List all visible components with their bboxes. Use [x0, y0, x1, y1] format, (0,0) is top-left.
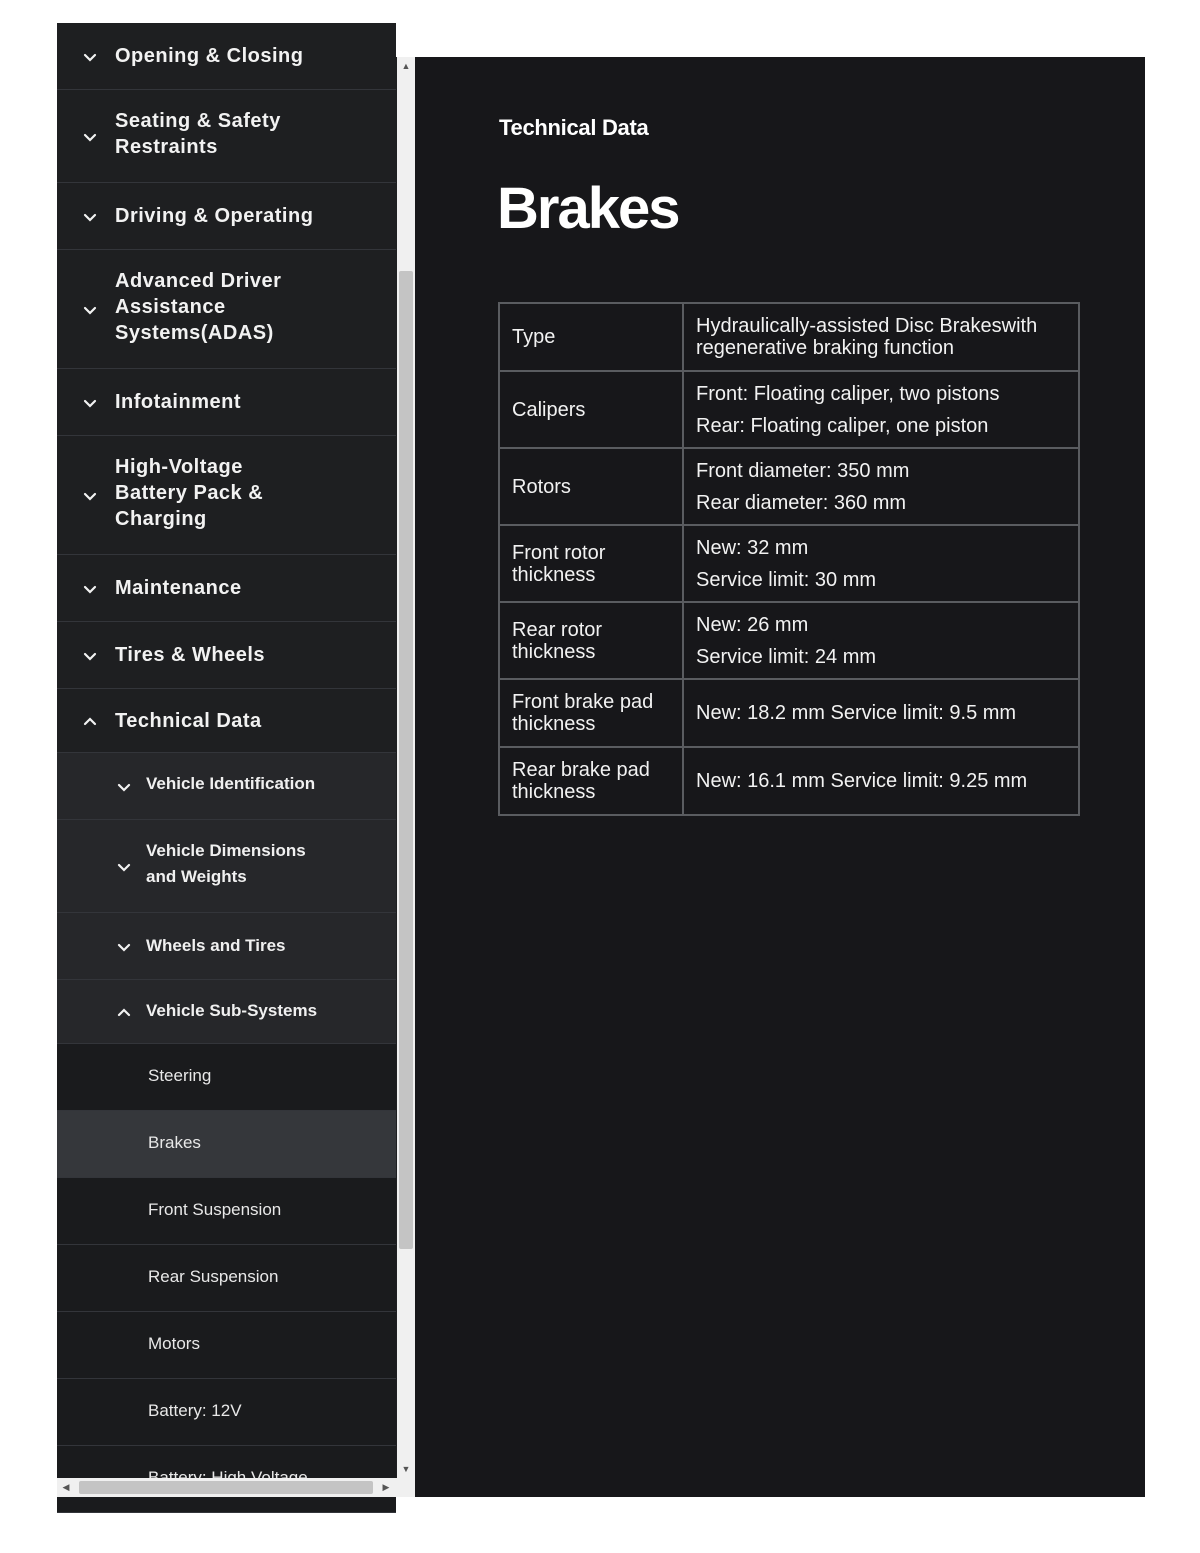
spec-value: [683, 448, 1079, 525]
sidebar-leaf-rear-suspension[interactable]: [57, 1245, 396, 1312]
spec-key: Rear brake pad thickness: [499, 747, 683, 815]
nav-item-label: Brakes: [148, 1133, 201, 1152]
sidebar-item-high-voltage-battery-pack-charging[interactable]: [57, 436, 396, 555]
spec-value-line: New: 18.2 mm Service limit: 9.5 mm: [696, 702, 1017, 724]
chevron-down-icon: [83, 649, 97, 663]
spec-key: Calipers: [499, 371, 683, 448]
spec-value: [683, 371, 1079, 448]
spec-value-line: Front: Floating caliper, two pistons: [696, 382, 1000, 405]
table-row: [499, 679, 1079, 747]
nav-item-label: Seating & Safety Restraints: [115, 110, 281, 158]
sidebar-nav: [57, 45, 397, 1478]
table-row: [499, 448, 1079, 525]
nav-item-label: Tires & Wheels: [115, 644, 266, 666]
spec-value-line: Front diameter: 350 mm: [696, 459, 910, 482]
nav-item-label: Steering: [148, 1066, 212, 1085]
spec-value-line: Rear: Floating caliper, one piston: [696, 414, 989, 437]
chevron-down-icon: [83, 50, 97, 64]
sidebar-item-maintenance[interactable]: [57, 555, 396, 622]
scroll-down-arrow-icon[interactable]: ▼: [401, 1464, 411, 1474]
nav-item-label: Opening & Closing: [115, 45, 304, 67]
chevron-down-icon: [117, 860, 131, 874]
spec-value-line: Hydraulically-assisted Disc Brakeswith regenerative braking function: [696, 315, 1038, 359]
content-panel: [415, 57, 1145, 1497]
nav-list: [57, 23, 396, 1513]
spec-key: Type: [499, 303, 683, 371]
spec-value: [683, 602, 1079, 679]
chevron-down-icon: [117, 940, 131, 954]
sidebar-item-opening-closing[interactable]: [57, 23, 396, 90]
nav-item-label: Motors: [148, 1334, 200, 1353]
sidebar-leaf-battery-12v[interactable]: [57, 1379, 396, 1446]
chevron-down-icon: [83, 582, 97, 596]
nav-item-label: Front Suspension: [148, 1200, 282, 1219]
scrollbar-corner: [397, 1478, 415, 1497]
sidebar-leaf-brakes[interactable]: [57, 1111, 396, 1178]
spec-value: [683, 679, 1079, 747]
chevron-up-icon: [83, 714, 97, 728]
chevron-down-icon: [83, 396, 97, 410]
spec-value-line: Service limit: 24 mm: [696, 645, 877, 668]
nav-item-label: Driving & Operating: [115, 205, 314, 227]
table-row: [499, 525, 1079, 602]
spec-value-line: Service limit: 30 mm: [696, 568, 877, 591]
sidebar-item-seating-safety-restraints[interactable]: [57, 90, 396, 183]
horizontal-scroll-thumb[interactable]: [79, 1481, 373, 1494]
horizontal-scrollbar[interactable]: [57, 1478, 397, 1497]
nav-item-label: Maintenance: [115, 577, 242, 599]
scroll-right-arrow-icon[interactable]: ▶: [382, 1482, 390, 1492]
spec-value-line: New: 26 mm: [696, 613, 809, 636]
page-title: Brakes: [497, 176, 679, 241]
sidebar-subitem-vehicle-sub-systems[interactable]: [57, 980, 396, 1044]
chevron-down-icon: [83, 210, 97, 224]
sidebar-item-advanced-driver-assistance-systems-adas[interactable]: [57, 250, 396, 369]
spec-table: [498, 302, 1080, 816]
sidebar-item-tires-wheels[interactable]: [57, 622, 396, 689]
sidebar-item-driving-operating[interactable]: [57, 183, 396, 250]
nav-item-label: Rear Suspension: [148, 1267, 279, 1286]
chevron-up-icon: [117, 1005, 131, 1019]
spec-key: Rear rotor thickness: [499, 602, 683, 679]
nav-item-label: Wheels and Tires: [146, 936, 286, 955]
spec-key: Front rotor thickness: [499, 525, 683, 602]
table-row: [499, 371, 1079, 448]
nav-item-label: Vehicle Dimensions and Weights: [146, 841, 306, 886]
spec-value: [683, 747, 1079, 815]
spec-value-line: Rear diameter: 360 mm: [696, 491, 907, 514]
sidebar-subitem-wheels-and-tires[interactable]: [57, 913, 396, 980]
table-row: [499, 747, 1079, 815]
scroll-left-arrow-icon[interactable]: ◀: [62, 1482, 70, 1492]
spec-value-line: New: 16.1 mm Service limit: 9.25 mm: [696, 770, 1028, 792]
sidebar-item-technical-data[interactable]: [57, 689, 396, 753]
chevron-down-icon: [83, 130, 97, 144]
spec-value: [683, 525, 1079, 602]
nav-item-label: High-Voltage Battery Pack & Charging: [115, 456, 264, 530]
chevron-down-icon: [83, 489, 97, 503]
chevron-down-icon: [83, 303, 97, 317]
nav-item-label: Vehicle Identification: [146, 774, 316, 793]
spec-value: [683, 303, 1079, 371]
scroll-up-arrow-icon[interactable]: ▲: [401, 61, 411, 71]
nav-item-label: Infotainment: [115, 391, 241, 413]
chevron-down-icon: [117, 780, 131, 794]
sidebar-leaf-steering[interactable]: [57, 1044, 396, 1111]
table-row: [499, 303, 1079, 371]
sidebar-leaf-front-suspension[interactable]: [57, 1178, 396, 1245]
nav-item-label: Technical Data: [115, 710, 262, 732]
spec-key: Rotors: [499, 448, 683, 525]
table-row: [499, 602, 1079, 679]
sidebar-item-infotainment[interactable]: [57, 369, 396, 436]
nav-item-label: Vehicle Sub-Systems: [146, 1001, 318, 1020]
nav-item-label: Advanced Driver Assistance Systems(ADAS): [115, 270, 282, 344]
section-eyebrow: Technical Data: [499, 115, 649, 140]
sidebar-leaf-motors[interactable]: [57, 1312, 396, 1379]
vertical-scroll-thumb[interactable]: [399, 271, 413, 1249]
spec-value-line: New: 32 mm: [696, 536, 809, 559]
spec-key: Front brake pad thickness: [499, 679, 683, 747]
nav-item-label: Battery: 12V: [148, 1401, 242, 1420]
vertical-scrollbar[interactable]: [397, 57, 415, 1478]
app-frame: [57, 45, 1145, 1497]
sidebar-subitem-vehicle-identification[interactable]: [57, 753, 396, 820]
sidebar-subitem-vehicle-dimensions-and-weights[interactable]: [57, 820, 396, 913]
